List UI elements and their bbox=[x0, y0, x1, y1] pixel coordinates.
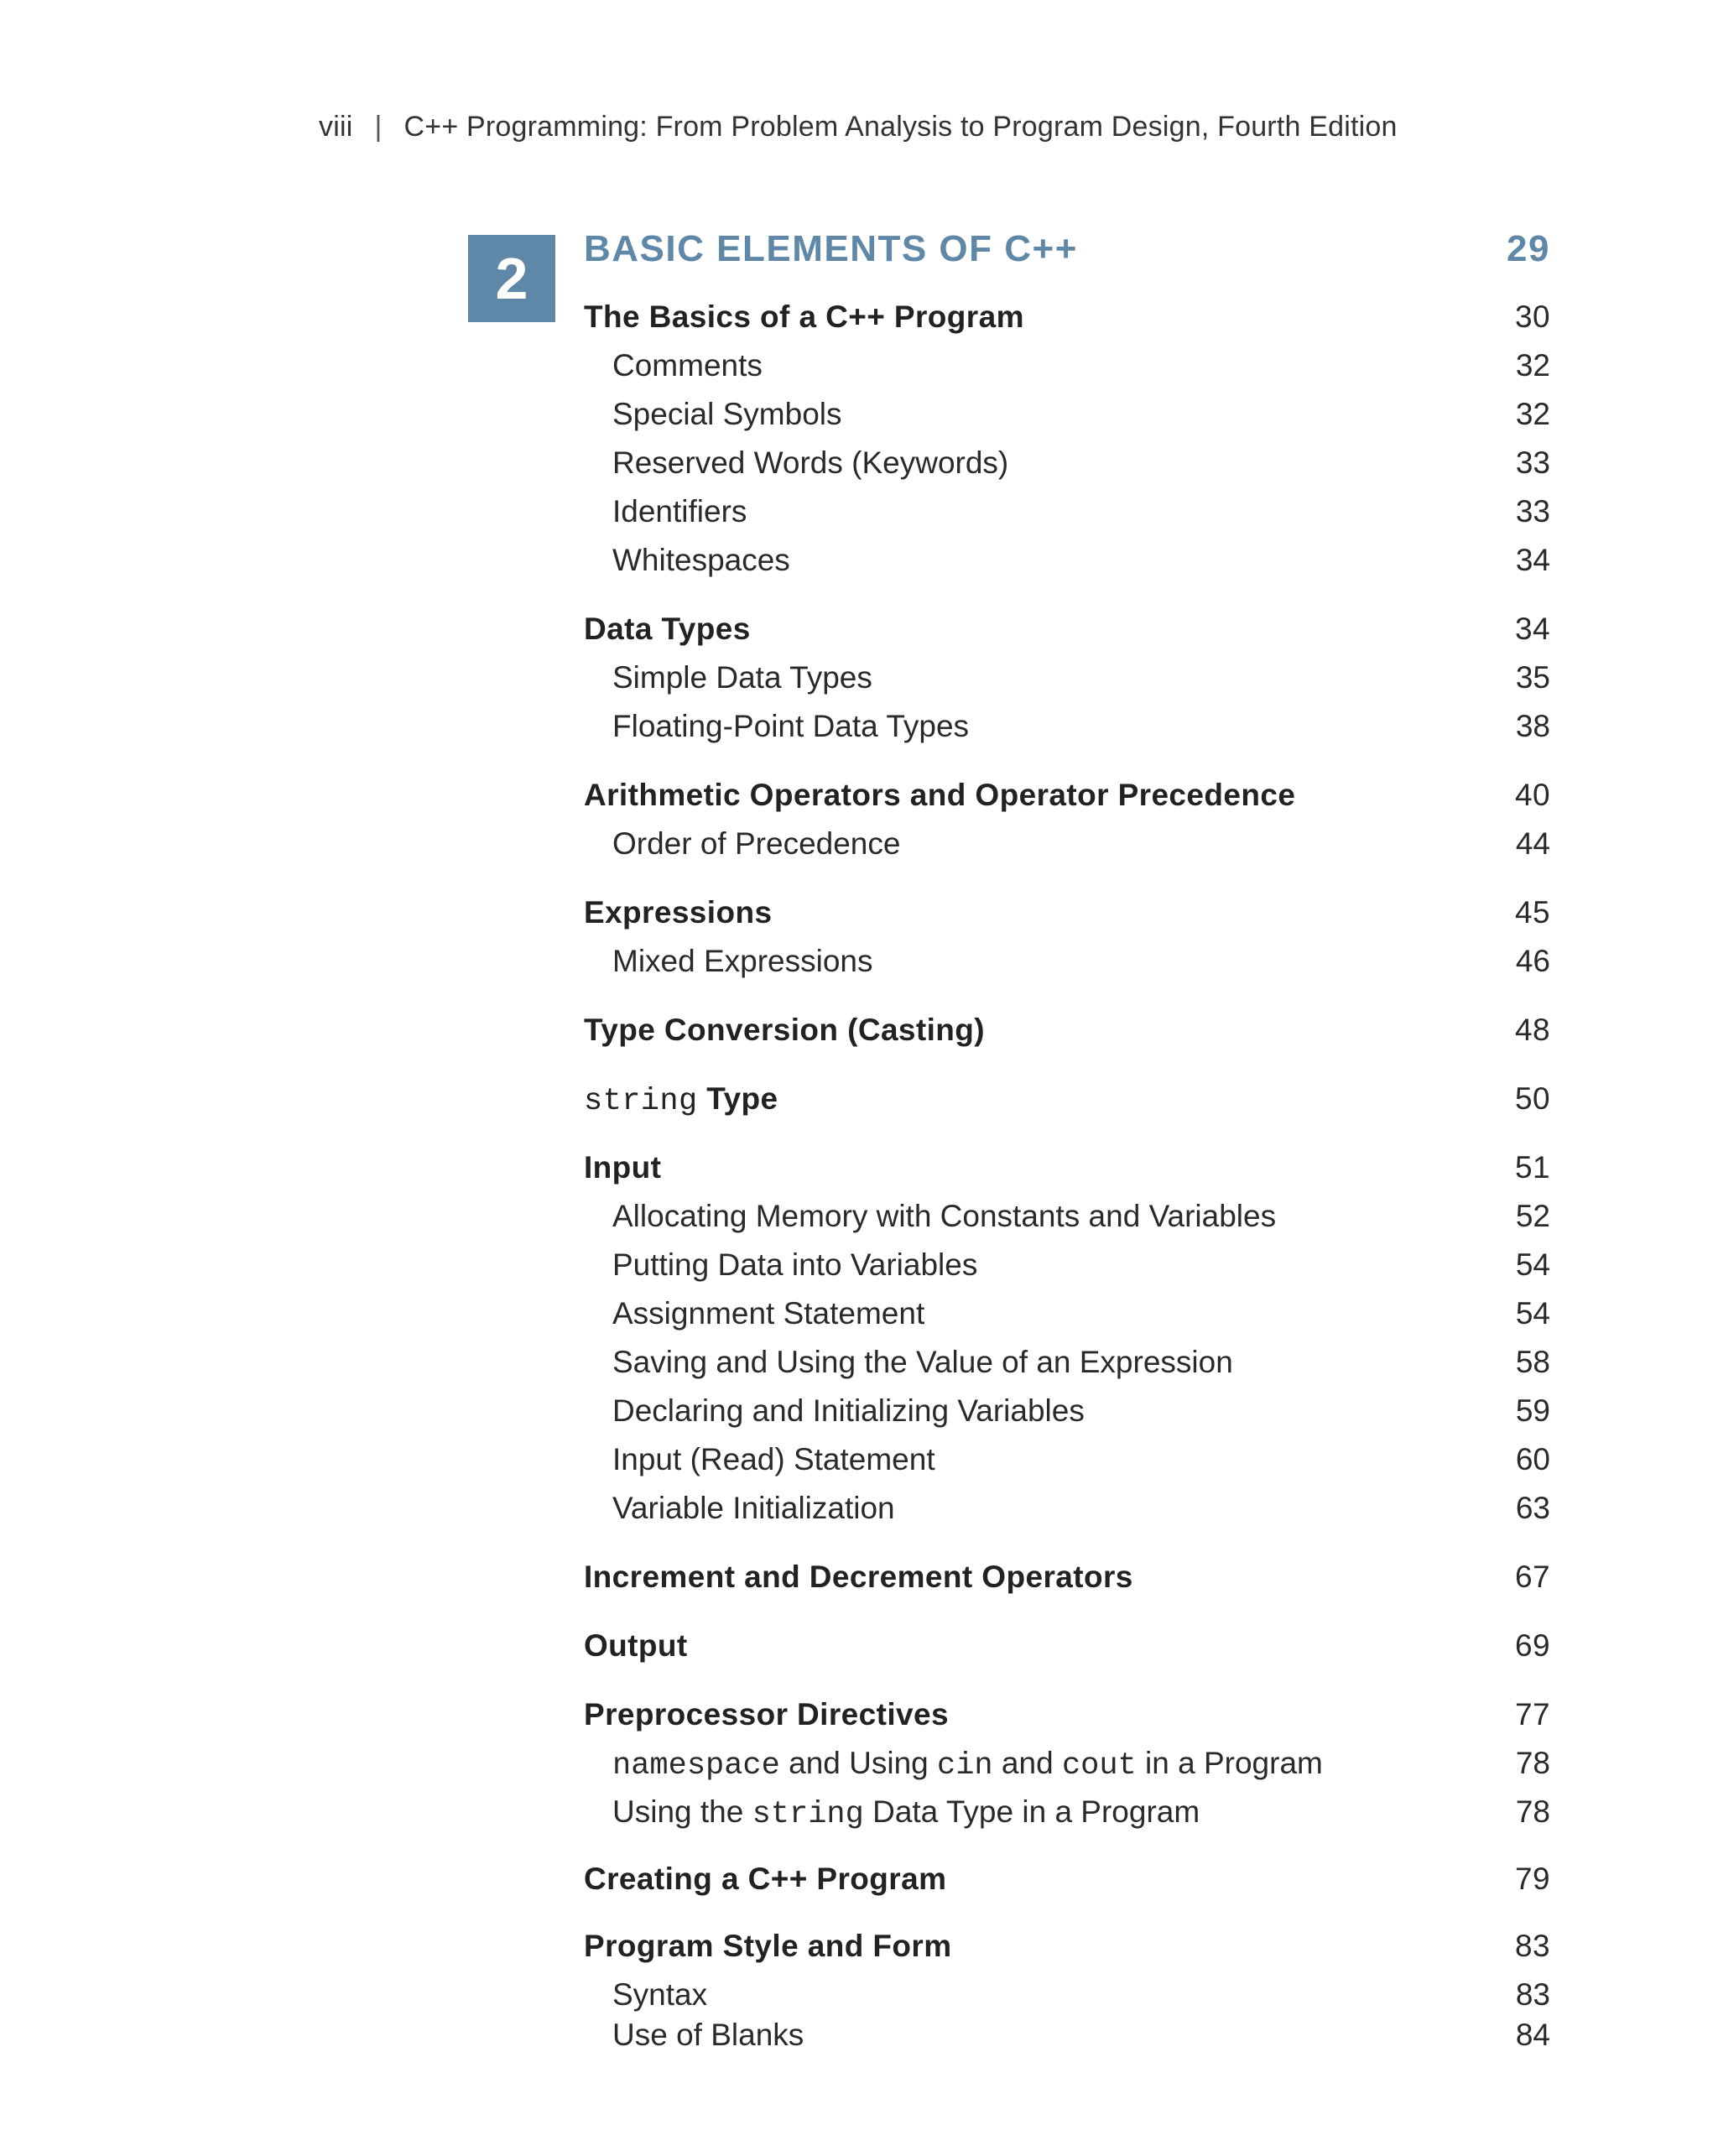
toc-subsection[interactable] bbox=[584, 1745, 1550, 1784]
toc-section[interactable] bbox=[584, 1627, 1550, 1664]
toc-title: Identifiers bbox=[612, 494, 747, 529]
running-head-separator: | bbox=[374, 111, 383, 143]
toc-title: Output bbox=[584, 1628, 688, 1663]
toc-page: 84 bbox=[1515, 2018, 1550, 2052]
toc-subsection[interactable] bbox=[584, 542, 1550, 579]
toc-subsection[interactable] bbox=[584, 2017, 1550, 2054]
toc-title: Use of Blanks bbox=[612, 2018, 804, 2052]
toc-page: 83 bbox=[1515, 1929, 1550, 1963]
page-number: viii bbox=[319, 111, 353, 143]
chapter-number: 2 bbox=[495, 246, 528, 311]
toc-title: Assignment Statement bbox=[612, 1296, 925, 1331]
toc-title: Putting Data into Variables bbox=[612, 1247, 978, 1282]
toc-subsection[interactable] bbox=[584, 1247, 1550, 1284]
toc-page: 32 bbox=[1515, 348, 1550, 383]
toc-page: 67 bbox=[1515, 1560, 1550, 1594]
toc-title: Input (Read) Statement bbox=[612, 1442, 935, 1476]
toc-page: 46 bbox=[1515, 944, 1550, 978]
toc-subsection[interactable] bbox=[584, 1198, 1550, 1235]
toc-page: 52 bbox=[1515, 1199, 1550, 1233]
toc-page: 79 bbox=[1515, 1862, 1550, 1896]
toc-section[interactable] bbox=[584, 1559, 1550, 1596]
chapter-title: BASIC ELEMENTS OF C++ bbox=[584, 228, 1078, 269]
toc-page: 34 bbox=[1515, 543, 1550, 577]
toc-title: Declaring and Initializing Variables bbox=[612, 1393, 1085, 1428]
toc-title: Variable Initialization bbox=[612, 1491, 895, 1525]
toc-section[interactable] bbox=[584, 777, 1550, 814]
toc-title: Saving and Using the Value of an Expression bbox=[612, 1345, 1233, 1379]
toc-title bbox=[584, 1745, 1323, 1784]
toc-page: 51 bbox=[1515, 1150, 1550, 1185]
toc-subsection[interactable] bbox=[584, 1295, 1550, 1332]
toc-subsection[interactable] bbox=[584, 445, 1550, 482]
toc-subsection[interactable] bbox=[584, 1441, 1550, 1478]
toc-section[interactable] bbox=[584, 894, 1550, 931]
toc-subsection[interactable] bbox=[584, 1976, 1550, 2013]
toc-section[interactable] bbox=[584, 611, 1550, 648]
toc-subsection[interactable] bbox=[584, 1490, 1550, 1527]
toc-title: Expressions bbox=[584, 895, 773, 930]
toc-title: Increment and Decrement Operators bbox=[584, 1560, 1133, 1594]
toc-section[interactable] bbox=[584, 1928, 1550, 1965]
toc-title: Input bbox=[584, 1150, 662, 1185]
toc-page: 78 bbox=[1515, 1746, 1550, 1780]
toc-subsection[interactable] bbox=[584, 825, 1550, 862]
toc-subsection[interactable] bbox=[584, 396, 1550, 433]
toc-section[interactable] bbox=[584, 1012, 1550, 1049]
toc-title bbox=[584, 1794, 1200, 1833]
toc-subsection[interactable] bbox=[584, 659, 1550, 696]
toc-section[interactable] bbox=[584, 1149, 1550, 1186]
toc-page: 69 bbox=[1515, 1628, 1550, 1663]
toc-code: namespace bbox=[612, 1748, 780, 1784]
toc-page: 78 bbox=[1515, 1794, 1550, 1829]
toc-title: Preprocessor Directives bbox=[584, 1697, 949, 1732]
toc-title-text: Data Type in a Program bbox=[863, 1794, 1200, 1829]
toc-title bbox=[584, 1081, 778, 1120]
toc-code: string bbox=[752, 1797, 864, 1832]
toc-title: The Basics of a C++ Program bbox=[584, 299, 1024, 334]
toc-title-text: and bbox=[992, 1746, 1062, 1780]
toc-subsection[interactable] bbox=[584, 708, 1550, 745]
toc-page: 30 bbox=[1515, 299, 1550, 334]
toc-page: 63 bbox=[1515, 1491, 1550, 1525]
book-title: C++ Programming: From Problem Analysis to Program Design, Fourth Edition bbox=[403, 111, 1398, 143]
toc-title-text: Using the bbox=[612, 1794, 752, 1829]
toc-title: Order of Precedence bbox=[612, 826, 901, 861]
toc-subsection[interactable] bbox=[584, 943, 1550, 980]
toc-page: 48 bbox=[1515, 1013, 1550, 1047]
toc-title: Creating a C++ Program bbox=[584, 1862, 947, 1896]
toc-title: Syntax bbox=[612, 1977, 708, 2012]
toc-title: Arithmetic Operators and Operator Precedence bbox=[584, 778, 1296, 812]
chapter-page: 29 bbox=[1507, 228, 1550, 269]
toc-page: 50 bbox=[1515, 1081, 1550, 1116]
chapter-heading bbox=[584, 228, 1550, 270]
toc-subsection[interactable] bbox=[584, 347, 1550, 384]
chapter-number-badge bbox=[468, 235, 555, 322]
toc-title: Type Conversion (Casting) bbox=[584, 1013, 986, 1047]
toc-page: 40 bbox=[1515, 778, 1550, 812]
toc-title: Whitespaces bbox=[612, 543, 790, 577]
toc-title: Simple Data Types bbox=[612, 660, 872, 695]
toc-title: Reserved Words (Keywords) bbox=[612, 445, 1009, 480]
toc-section[interactable] bbox=[584, 299, 1550, 336]
toc-title-text: Type bbox=[697, 1081, 778, 1116]
toc-title-text: in a Program bbox=[1136, 1746, 1323, 1780]
toc-subsection[interactable] bbox=[584, 493, 1550, 530]
toc-page: 45 bbox=[1515, 895, 1550, 930]
toc-code: string bbox=[584, 1084, 698, 1119]
toc-page: 44 bbox=[1515, 826, 1550, 861]
toc-title: Mixed Expressions bbox=[612, 944, 873, 978]
toc-title: Data Types bbox=[584, 612, 751, 646]
toc-title-text: and Using bbox=[779, 1746, 938, 1780]
toc-page: 60 bbox=[1515, 1442, 1550, 1476]
toc-title: Comments bbox=[612, 348, 763, 383]
toc-page: 83 bbox=[1515, 1977, 1550, 2012]
toc-page: 32 bbox=[1515, 397, 1550, 431]
toc-page: 59 bbox=[1515, 1393, 1550, 1428]
toc-page: 33 bbox=[1515, 445, 1550, 480]
toc-title: Special Symbols bbox=[612, 397, 842, 431]
toc-subsection[interactable] bbox=[584, 1344, 1550, 1381]
toc-page: 54 bbox=[1515, 1296, 1550, 1331]
toc-section[interactable] bbox=[584, 1081, 1550, 1120]
toc-page: 77 bbox=[1515, 1697, 1550, 1732]
toc-page: 38 bbox=[1515, 709, 1550, 743]
toc-section[interactable] bbox=[584, 1861, 1550, 1898]
toc-code: cout bbox=[1061, 1748, 1137, 1784]
toc-page: 33 bbox=[1515, 494, 1550, 529]
toc-title: Program Style and Form bbox=[584, 1929, 952, 1963]
toc-page: 35 bbox=[1515, 660, 1550, 695]
toc-page: 58 bbox=[1515, 1345, 1550, 1379]
toc-page: 54 bbox=[1515, 1247, 1550, 1282]
toc-title: Allocating Memory with Constants and Variables bbox=[612, 1199, 1277, 1233]
toc-title: Floating-Point Data Types bbox=[612, 709, 970, 743]
toc-subsection[interactable] bbox=[584, 1794, 1550, 1833]
toc-section[interactable] bbox=[584, 1696, 1550, 1733]
toc-code: cin bbox=[937, 1748, 993, 1784]
toc-subsection[interactable] bbox=[584, 1393, 1550, 1430]
running-head bbox=[319, 111, 1398, 143]
toc-page: 34 bbox=[1515, 612, 1550, 646]
